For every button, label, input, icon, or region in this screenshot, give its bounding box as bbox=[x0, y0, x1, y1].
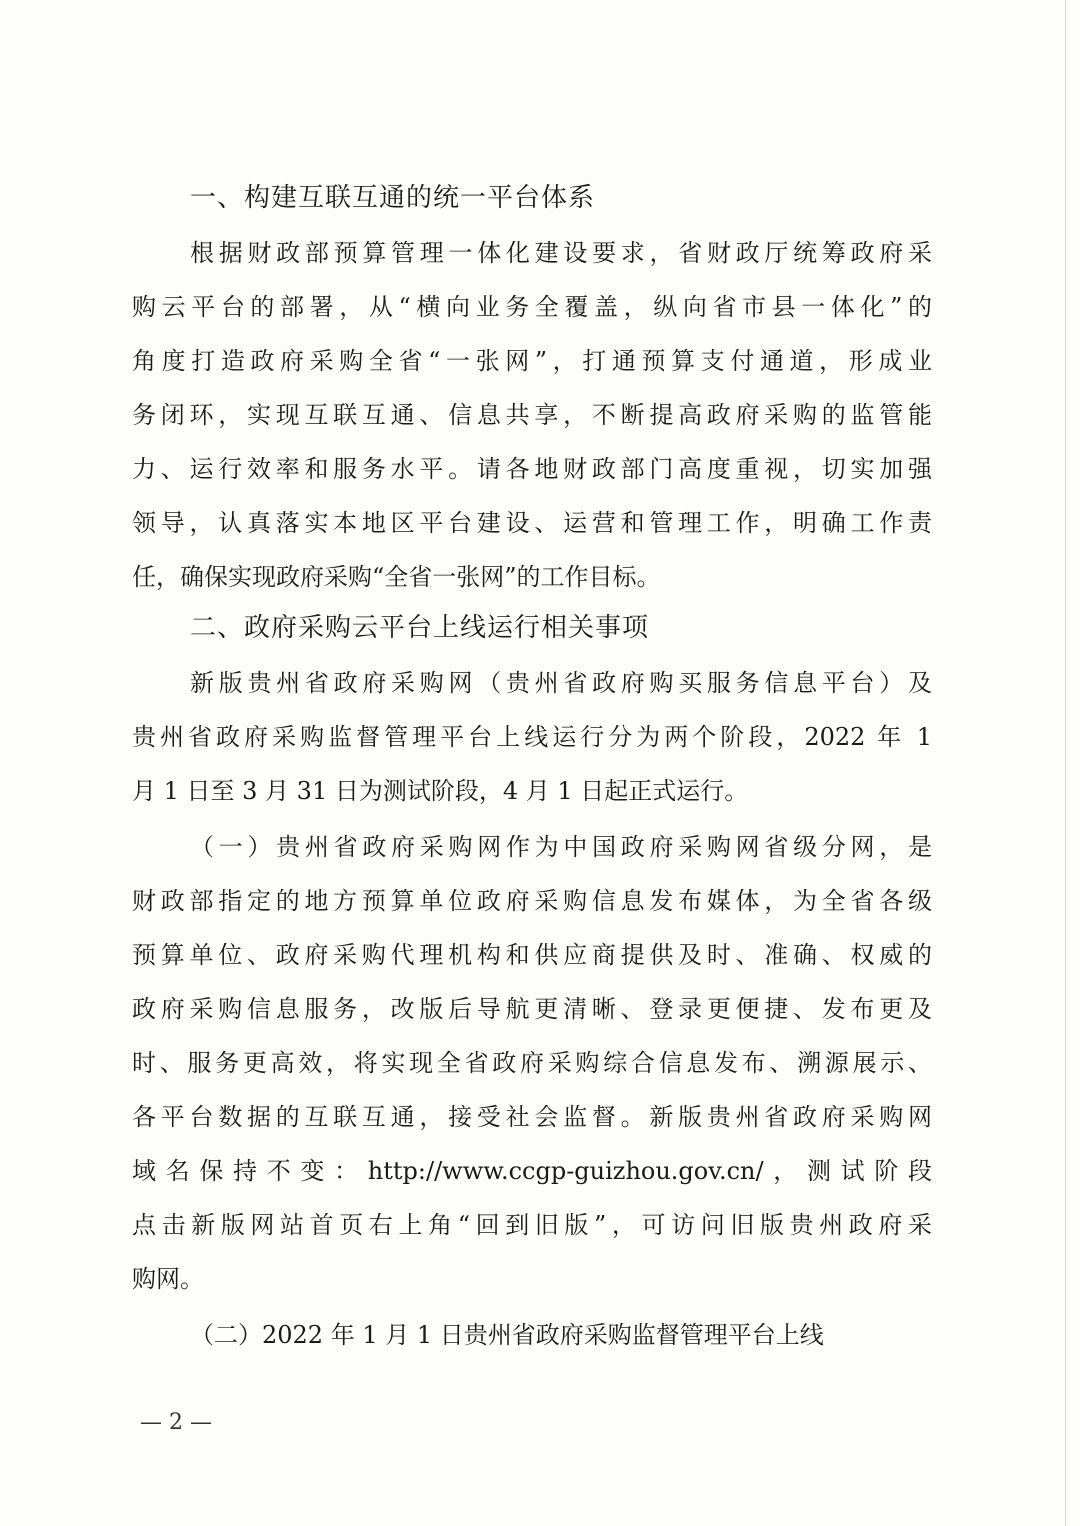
paragraph-line: 根据财政部预算管理一体化建设要求，省财政厅统筹政府采 bbox=[190, 239, 932, 267]
paragraph-line: 政府采购信息服务，改版后导航更清晰、登录更便捷、发布更及 bbox=[132, 995, 932, 1023]
page-edge-divider bbox=[1065, 0, 1066, 1526]
paragraph-line: 力、运行效率和服务水平。请各地财政部门高度重视，切实加强 bbox=[132, 455, 932, 483]
paragraph-line: 购网。 bbox=[132, 1265, 204, 1293]
paragraph-line: 任，确保实现政府采购“全省一张网”的工作目标。 bbox=[132, 563, 661, 591]
paragraph-line: 月 1 日至 3 月 31 日为测试阶段，4 月 1 日起正式运行。 bbox=[132, 777, 749, 805]
paragraph-line: 贵州省政府采购监督管理平台上线运行分为两个阶段，2022 年 1 bbox=[132, 723, 932, 751]
paragraph-line: 域名保持不变：http://www.ccgp-guizhou.gov.cn/，测试阶段 bbox=[132, 1157, 932, 1185]
paragraph-line: （一）贵州省政府采购网作为中国政府采购网省级分网，是 bbox=[190, 833, 932, 861]
page-number: — 2 — bbox=[140, 1410, 212, 1435]
section2-heading: 二、政府采购云平台上线运行相关事项 bbox=[190, 613, 650, 643]
paragraph-line: 时、服务更高效，将实现全省政府采购综合信息发布、溯源展示、 bbox=[132, 1049, 932, 1077]
paragraph-line: 领导，认真落实本地区平台建设、运营和管理工作，明确工作责 bbox=[132, 509, 932, 537]
paragraph-line: 各平台数据的互联互通，接受社会监督。新版贵州省政府采购网 bbox=[132, 1103, 932, 1131]
paragraph-line: 角度打造政府采购全省“一张网”，打通预算支付通道，形成业 bbox=[132, 347, 932, 375]
paragraph-line: 购云平台的部署，从“横向业务全覆盖，纵向省市县一体化”的 bbox=[132, 293, 932, 321]
paragraph-line: 预算单位、政府采购代理机构和供应商提供及时、准确、权威的 bbox=[132, 941, 932, 969]
section1-heading: 一、构建互联互通的统一平台体系 bbox=[190, 183, 596, 213]
paragraph-line: 务闭环，实现互联互通、信息共享，不断提高政府采购的监管能 bbox=[132, 401, 932, 429]
paragraph-line: （二）2022 年 1 月 1 日贵州省政府采购监督管理平台上线 bbox=[190, 1321, 824, 1349]
paragraph-line: 点击新版网站首页右上角“回到旧版”，可访问旧版贵州政府采 bbox=[132, 1211, 932, 1239]
paragraph-line: 财政部指定的地方预算单位政府采购信息发布媒体，为全省各级 bbox=[132, 887, 932, 915]
paragraph-line: 新版贵州省政府采购网（贵州省政府购买服务信息平台）及 bbox=[190, 669, 932, 697]
